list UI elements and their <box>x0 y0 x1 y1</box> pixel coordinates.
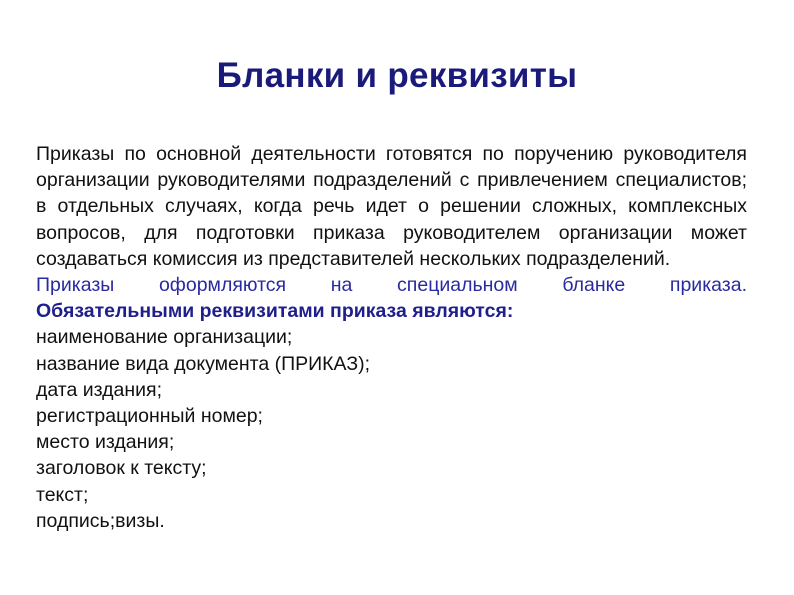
list-item: место издания; <box>36 431 175 454</box>
slide-title: Бланки и реквизиты <box>216 56 578 95</box>
paragraph-orders-blank: Приказы оформляются на специальном бланке приказа. <box>36 274 747 297</box>
list-item: регистрационный номер; <box>36 405 263 428</box>
paragraph-orders-preparation: Приказы по основной деятельности готовятся по поручению руководителя организации руководителями подразделений с привлечением специалистов; в отдельных случаях, когда речь идет о решении сложных, комплексных вопросов, для подготовки приказа руководителем организации может создаваться комиссия из представителей нескольких подразделений. <box>36 143 747 270</box>
list-item: подпись;визы. <box>36 509 165 532</box>
slide-body <box>36 141 747 534</box>
list-item: наименование организации; <box>36 326 293 349</box>
list-item: заголовок к тексту; <box>36 457 207 480</box>
requisites-heading: Обязательными реквизитами приказа являются: <box>36 300 514 323</box>
list-item: дата издания; <box>36 378 163 401</box>
list-item: текст; <box>36 483 89 506</box>
list-item: название вида документа (ПРИКАЗ); <box>36 352 371 375</box>
requisites-list <box>36 324 747 534</box>
